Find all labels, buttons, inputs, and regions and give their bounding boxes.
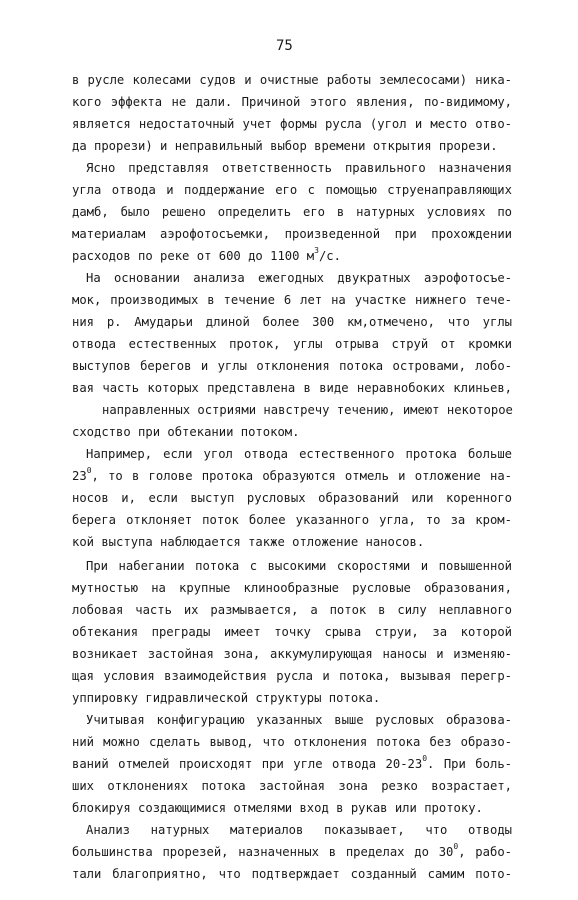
text-line: кой выступа наблюдается также отложение наносов.: [72, 535, 425, 549]
text-fragment: ваний отмелей происходят при угле отвода 20-23: [72, 757, 423, 771]
text-line: ших отклонениях потока застойная зона резко возрастает,: [72, 779, 512, 793]
superscript: 0: [422, 753, 428, 763]
text-fragment: , рабо-: [458, 845, 512, 859]
text-line: тали благоприятно, что подтверждает созданный самим пото-: [72, 867, 512, 881]
text-line-with-degree: [72, 754, 512, 774]
text-line: в русле колесами судов и очистные работы землесосами) ника-: [72, 73, 512, 87]
text-fragment: /с.: [318, 249, 341, 263]
text-line: Ясно представляя ответственность правильного назначения: [86, 161, 512, 175]
text-fragment: , то в голове протока образуются отмель и отложение на-: [91, 469, 512, 483]
text-fragment: расходов по реке от 600 до 1100 м: [72, 249, 315, 263]
text-line: обтекания преграды имеет точку срыва струи, за которой: [72, 625, 512, 639]
text-line: дамб, было решено определить его в натурных условиях по: [72, 205, 512, 219]
text-line: носов и, если выступ русловых образований или коренного: [72, 491, 512, 505]
text-line: угла отвода и поддержание его с помощью струенаправляющих: [72, 183, 512, 197]
text-line: кого эффекта не дали. Причиной этого явления, по-видимому,: [72, 95, 512, 109]
text-line-with-degree: [72, 466, 512, 486]
text-line: уппировку гидравлической структуры потока.: [72, 691, 381, 705]
text-line: вая часть которых представлена в виде неравнобоких клиньев,: [72, 381, 512, 395]
text-line: блокируя создающимися отмелями вход в рукав или протоку.: [72, 801, 483, 815]
text-line: является недостаточный учет формы русла (угол и место отво-: [72, 117, 512, 131]
text-line-with-unit: [72, 246, 512, 266]
text-line: да прорези) и неправильный выбор времени открытия прорези.: [72, 139, 498, 153]
text-fragment: 23: [72, 469, 87, 483]
text-line: При набегании потока с высокими скоростями и повышенной: [86, 559, 512, 573]
text-line: Учитывая конфигурацию указанных выше русловых образова-: [86, 713, 512, 727]
text-line: отвода естественных проток, углы отрыва струй от кромки: [72, 337, 512, 351]
text-line: материалам аэрофотосъемки, произведенной при прохождении: [72, 227, 512, 241]
text-line: ния р. Амударьи длиной более 300 км,отмечено, что углы: [72, 315, 512, 329]
text-line: мутностью на крупные клинообразные русловые образования,: [72, 581, 512, 595]
text-line: берега отклоняет поток более указанного угла, то за кром-: [72, 513, 512, 527]
text-line: лобовая часть их размывается, а поток в силу неплавного: [72, 603, 512, 617]
text-line-with-degree: [72, 842, 512, 862]
text-fragment: . При боль-: [427, 757, 512, 771]
text-line: выступов берегов и углы отклонения потока островами, лобо-: [72, 359, 512, 373]
text-line: мок, производимых в течение 6 лет на участке нижнего тече-: [72, 293, 512, 307]
text-fragment: большинства прорезей, назначенных в пределах до 30: [72, 845, 454, 859]
superscript: 0: [86, 465, 92, 475]
text-line: ний можно сделать вывод, что отклонения потока без образо-: [72, 735, 512, 749]
text-line: Анализ натурных материалов показывает, что отводы: [86, 823, 512, 837]
text-line: направленных остриями навстречу течению, имеют некоторое: [102, 403, 513, 417]
superscript: 0: [453, 841, 459, 851]
text-line: Например, если угол отвода естественного протока больше: [86, 447, 512, 461]
text-line: возникает застойная зона, аккумулирующая наносы и изменяю-: [72, 647, 512, 661]
text-line: сходство при обтекании потоком.: [72, 425, 300, 439]
page-number: 75: [276, 38, 293, 54]
text-line: щая условия взаимодействия русла и потока, вызывая перегр-: [72, 669, 512, 683]
superscript: 3: [314, 245, 319, 255]
text-line: На основании анализа ежегодных двукратных аэрофотосъе-: [86, 271, 512, 285]
